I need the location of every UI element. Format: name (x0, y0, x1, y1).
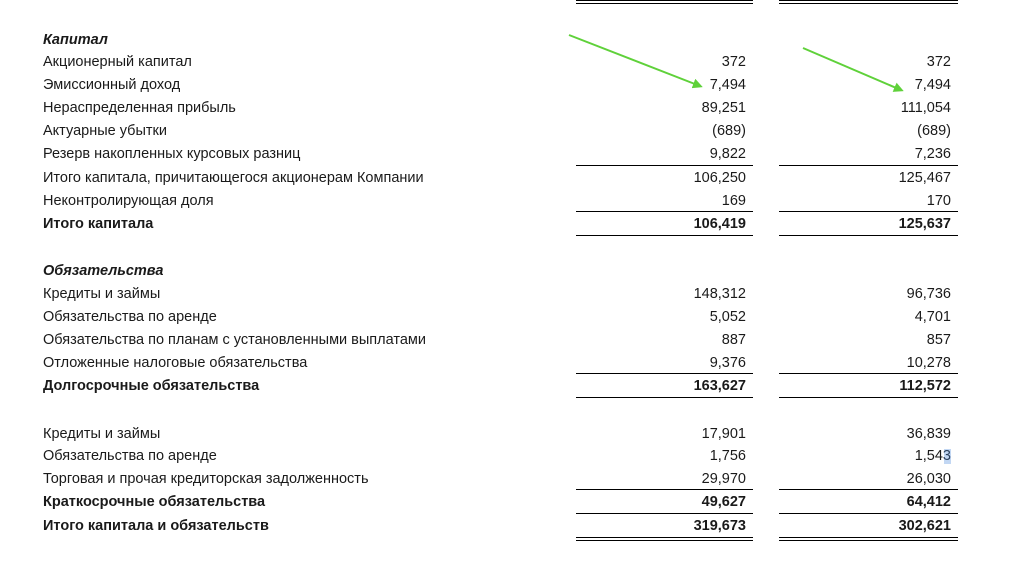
row-value-col1: 17,901 (701, 426, 746, 442)
row-label: Обязательства по планам с установленными выплатами (43, 332, 426, 348)
section-heading-label: Обязательства (43, 263, 164, 279)
row-label: Кредиты и займы (43, 426, 161, 442)
row-value-col1: (689) (712, 123, 746, 139)
row-label: Неконтролирующая доля (43, 193, 214, 209)
row-value-col2: 857 (926, 332, 951, 348)
row-label: Нераспределенная прибыль (43, 100, 236, 116)
row-value-col2: 111,054 (900, 100, 951, 116)
row-label: Акционерный капитал (43, 54, 192, 70)
row-value-col2: (689) (917, 123, 951, 139)
row-label: Итого капитала, причитающегося акционерам Компании (43, 170, 424, 186)
row-label: Обязательства по аренде (43, 309, 217, 325)
row-value-col2: 26,030 (906, 471, 951, 487)
arrow-to-share-premium-col2 (803, 48, 901, 90)
row-value-col1: 163,627 (693, 378, 746, 394)
row-value-col2: 302,621 (898, 518, 951, 534)
row-value-col1: 49,627 (701, 494, 746, 510)
row-value-col1: 1,756 (709, 448, 746, 464)
row-value-col2: 1,543 (914, 448, 951, 464)
row-value-col2: 64,412 (906, 494, 951, 510)
row-label: Итого капитала и обязательств (43, 518, 269, 534)
row-value-col2: 125,467 (898, 170, 951, 186)
row-label: Торговая и прочая кредиторская задолженность (43, 471, 369, 487)
row-label: Краткосрочные обязательства (43, 494, 266, 510)
row-value-col1: 9,822 (709, 146, 746, 162)
row-label: Итого капитала (43, 216, 154, 232)
section-heading-label: Капитал (43, 32, 108, 48)
row-value-col1: 887 (721, 332, 746, 348)
row-value-col1: 9,376 (709, 355, 746, 371)
row-value-col1: 169 (721, 193, 746, 209)
row-value-col2: 7,236 (914, 146, 951, 162)
row-value-col1: 319,673 (693, 518, 746, 534)
row-value-col2: 372 (926, 54, 951, 70)
row-value-col1: 106,250 (693, 170, 746, 186)
row-value-col1: 7,494 (709, 77, 746, 93)
row-value-col1: 5,052 (709, 309, 746, 325)
row-label: Отложенные налоговые обязательства (43, 355, 308, 371)
row-value-col2: 7,494 (914, 77, 951, 93)
row-label: Актуарные убытки (43, 123, 167, 139)
row-value-col1: 106,419 (693, 216, 746, 232)
row-value-col2: 112,572 (899, 378, 951, 394)
row-label: Резерв накопленных курсовых разниц (43, 146, 301, 162)
row-label: Кредиты и займы (43, 286, 161, 302)
row-label: Долгосрочные обязательства (43, 378, 260, 394)
row-value-col1: 372 (721, 54, 746, 70)
row-value-col2: 36,839 (906, 426, 951, 442)
row-value-col1: 29,970 (701, 471, 746, 487)
row-value-col2: 96,736 (906, 286, 951, 302)
row-value-col2: 170 (926, 193, 951, 209)
row-value-col2: 4,701 (914, 309, 951, 325)
arrow-to-share-premium-col1 (569, 35, 700, 86)
row-label: Эмиссионный доход (43, 77, 181, 93)
row-value-col1: 89,251 (701, 100, 746, 116)
row-value-col2: 125,637 (898, 216, 951, 232)
row-label: Обязательства по аренде (43, 448, 217, 464)
row-value-col1: 148,312 (693, 286, 746, 302)
row-value-col2: 10,278 (906, 355, 951, 371)
